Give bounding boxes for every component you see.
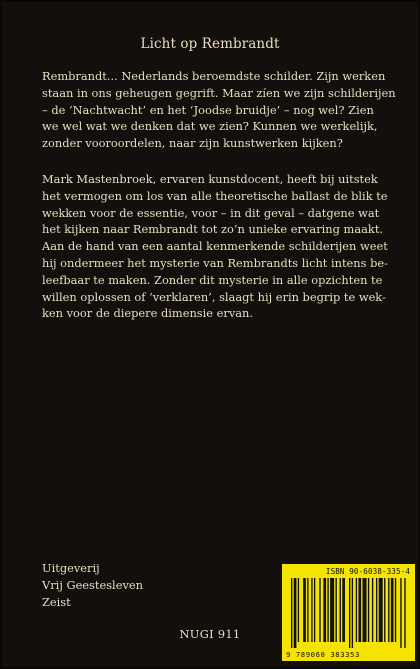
- barcode-bar: [388, 578, 389, 642]
- barcode-bar: [368, 578, 369, 642]
- barcode-bar: [400, 578, 401, 648]
- paragraph-line: Aan de hand van een aantal kenmerkende schilderijen weet: [42, 239, 388, 254]
- paragraph-line: wekken voor de essentie, voor – in dit geval – datgene wat: [42, 205, 380, 220]
- barcode-bar: [349, 578, 350, 648]
- barcode-bar: [391, 578, 394, 642]
- paragraph-line: leefbaar te maken. Zonder dit mysterie in alle opzichten te: [42, 272, 383, 287]
- paragraph-line: ken voor de diepere dimensie ervan.: [42, 306, 254, 321]
- paragraph-line: we wel wat we denken dat we zien? Kunnen we werkelijk,: [42, 119, 378, 134]
- publisher-line: Uitgeverij: [42, 561, 100, 575]
- barcode-bar: [294, 578, 297, 648]
- barcode-bar: [342, 578, 345, 642]
- paragraph-line: het vermogen om los van alle theoretische ballast de blik te: [42, 188, 388, 203]
- nugi-code: NUGI 911: [179, 627, 241, 641]
- barcode-bar: [352, 578, 353, 648]
- barcode-icon: [291, 578, 407, 648]
- publisher-line: Zeist: [42, 594, 71, 609]
- barcode-bar: [336, 578, 337, 642]
- barcode-bar: [298, 578, 299, 642]
- barcode-digits: 9 789060 383353: [286, 650, 360, 659]
- barcode-bar: [379, 578, 383, 642]
- book-title: Licht op Rembrandt: [140, 36, 280, 52]
- publisher-block: [42, 560, 143, 610]
- barcode-bar: [358, 578, 361, 642]
- barcode-bar: [340, 578, 341, 642]
- barcode-bar: [327, 578, 328, 642]
- paragraph-line: willen oplossen of ‘verklaren’, slaagt hij erin begrip te wek-: [42, 289, 386, 304]
- barcode-bar: [372, 578, 373, 642]
- barcode-bar: [395, 578, 396, 642]
- barcode-bar: [319, 578, 320, 642]
- description-paragraph-1: [42, 68, 396, 152]
- paragraph-line: Rembrandt... Nederlands beroemdste schilder. Zijn werken: [42, 69, 386, 83]
- paragraph-line: het kijken naar Rembrandt tot zo’n unieke ervaring maakt.: [42, 222, 384, 237]
- barcode-bar: [362, 578, 366, 642]
- paragraph-line: Mark Mastenbroek, ervaren kunstdocent, heeft bij uitstek: [42, 172, 378, 186]
- barcode-bar: [291, 578, 292, 648]
- barcode-bar: [323, 578, 326, 642]
- barcode-bar: [376, 578, 377, 642]
- barcode-bar: [330, 578, 334, 642]
- paragraph-line: staan in ons geheugen gegrift. Maar zíen we zijn schilderijen: [42, 85, 396, 100]
- isbn-number: ISBN 90-6038-335-4: [325, 567, 410, 576]
- description-paragraph-2: [42, 171, 388, 322]
- barcode-bar: [314, 578, 315, 642]
- barcode-bar: [404, 578, 405, 648]
- barcode-bar: [384, 578, 385, 642]
- barcode-bar: [303, 578, 306, 642]
- paragraph-line: – de ‘Nachtwacht’ en het ‘Joodse bruidje’ – nog wel? Zien: [42, 102, 374, 117]
- barcode-bar: [311, 578, 312, 642]
- publisher-line: Vrij Geestesleven: [42, 577, 143, 592]
- barcode-bar: [356, 578, 357, 642]
- paragraph-line: hij ondermeer het mysterie van Rembrandts licht intens be-: [42, 255, 388, 270]
- barcode-bar: [307, 578, 308, 642]
- paragraph-line: zonder vooroordelen, naar zijn kunstwerken kijken?: [42, 136, 343, 151]
- barcode-label: [282, 564, 415, 661]
